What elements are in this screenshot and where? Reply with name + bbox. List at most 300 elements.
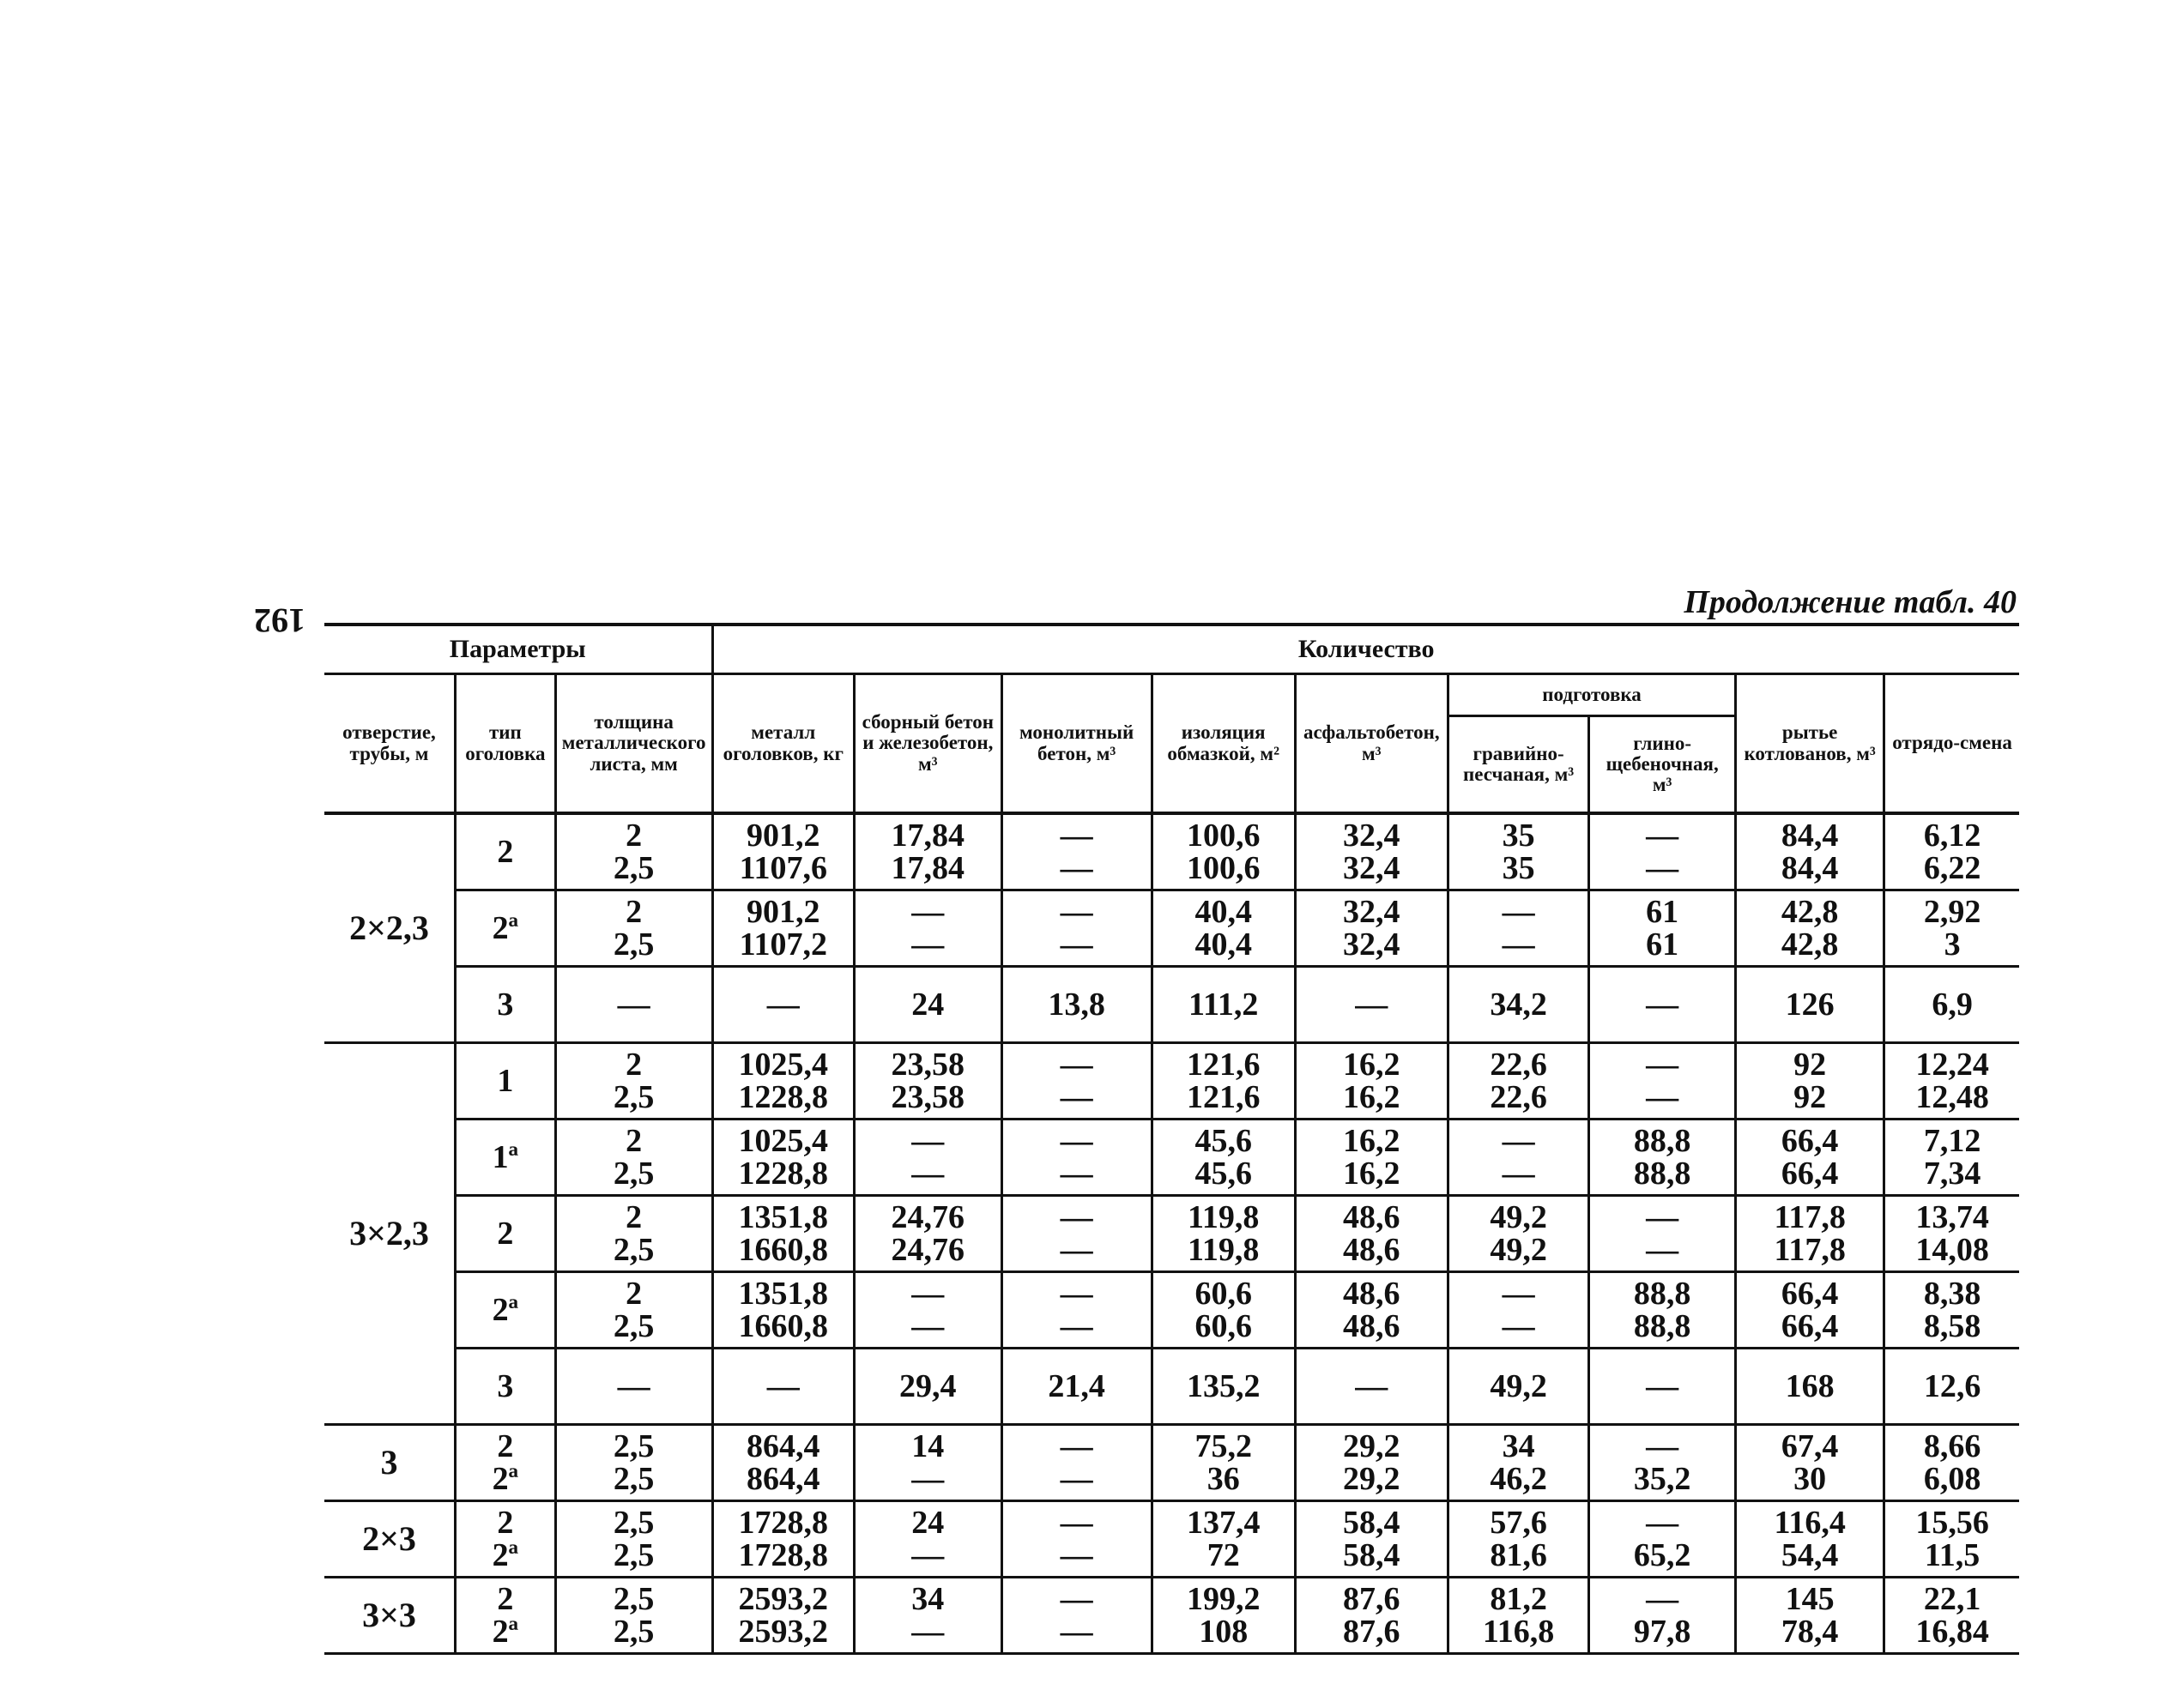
clay-value: — bbox=[1646, 1232, 1679, 1268]
insulation-value: 75,2 bbox=[1194, 1428, 1252, 1464]
clay-value: — bbox=[1646, 1047, 1679, 1083]
excavation-value: 116,4 bbox=[1774, 1505, 1846, 1541]
precast-value: — bbox=[911, 1156, 945, 1192]
clay-value: — bbox=[1646, 1079, 1679, 1115]
asphalt-cell bbox=[1295, 1043, 1448, 1120]
metal-value: 1107,2 bbox=[739, 926, 827, 963]
insulation-value: 135,2 bbox=[1186, 1368, 1261, 1404]
excavation-value: 78,4 bbox=[1781, 1614, 1839, 1650]
table-row bbox=[324, 1578, 2019, 1654]
gravel-value: 46,2 bbox=[1490, 1461, 1547, 1497]
metal-value: 1025,4 bbox=[738, 1123, 829, 1159]
precast-cell bbox=[855, 813, 1002, 890]
precast-cell bbox=[855, 1120, 1002, 1196]
insulation-value: 119,8 bbox=[1188, 1199, 1260, 1235]
thickness-value: 2 bbox=[626, 1123, 643, 1159]
excavation-cell bbox=[1736, 813, 1884, 890]
monolithic-value: — bbox=[1060, 1581, 1093, 1617]
clay-cell bbox=[1589, 1196, 1736, 1272]
opening-cell: 2×3 bbox=[324, 1501, 455, 1578]
metal-value: 901,2 bbox=[747, 818, 820, 854]
monolithic-value: — bbox=[1060, 1232, 1093, 1268]
monolithic-cell bbox=[1001, 1425, 1152, 1501]
gravel-value: 34 bbox=[1502, 1428, 1535, 1464]
shift-value: 16,84 bbox=[1915, 1614, 1989, 1650]
gravel-value: — bbox=[1502, 1156, 1535, 1192]
table-row bbox=[324, 1120, 2019, 1196]
monolithic-value: — bbox=[1060, 1428, 1093, 1464]
monolithic-value: — bbox=[1060, 1537, 1093, 1573]
thickness-cell bbox=[555, 1043, 712, 1120]
col-header-precast: сборный бетон и железобетон, м³ bbox=[855, 674, 1002, 814]
clay-value: 35,2 bbox=[1633, 1461, 1691, 1497]
col-header-monolithic: монолитный бетон, м³ bbox=[1001, 674, 1152, 814]
shift-cell bbox=[1884, 813, 2019, 890]
gravel-value: 22,6 bbox=[1490, 1047, 1547, 1083]
metal-cell bbox=[712, 1501, 855, 1578]
table-row bbox=[324, 1501, 2019, 1578]
asphalt-cell bbox=[1295, 813, 1448, 890]
type-cell: 2 2ª bbox=[455, 1578, 555, 1654]
asphalt-value: 48,6 bbox=[1343, 1232, 1400, 1268]
gravel-cell bbox=[1448, 1043, 1588, 1120]
monolithic-cell bbox=[1001, 1196, 1152, 1272]
type-cell: 1 bbox=[455, 1043, 555, 1120]
monolithic-value: — bbox=[1060, 1505, 1093, 1541]
shift-cell bbox=[1884, 1501, 2019, 1578]
type-cell: 2 2ª bbox=[455, 1425, 555, 1501]
table-row bbox=[324, 1272, 2019, 1349]
metal-value: 901,2 bbox=[747, 894, 820, 930]
col-header-gravel: гравийно-песчаная, м³ bbox=[1448, 716, 1588, 814]
asphalt-value: 32,4 bbox=[1343, 926, 1400, 963]
precast-value: 24,76 bbox=[891, 1199, 965, 1235]
asphalt-value: 58,4 bbox=[1343, 1505, 1400, 1541]
table-row bbox=[324, 967, 2019, 1043]
table-row bbox=[324, 1349, 2019, 1425]
metal-value: 1228,8 bbox=[738, 1079, 829, 1115]
gravel-value: 49,2 bbox=[1490, 1199, 1547, 1235]
gravel-cell bbox=[1448, 1196, 1588, 1272]
insulation-cell bbox=[1152, 1501, 1295, 1578]
thickness-value: 2 bbox=[626, 1047, 643, 1083]
clay-cell bbox=[1589, 890, 1736, 967]
thickness-value: 2,5 bbox=[613, 1581, 655, 1617]
metal-value: 1025,4 bbox=[738, 1047, 829, 1083]
shift-cell bbox=[1884, 1349, 2019, 1425]
prep-group-header: подготовка bbox=[1448, 674, 1735, 716]
opening-cell: 3 bbox=[324, 1425, 455, 1501]
excavation-cell bbox=[1736, 1043, 1884, 1120]
metal-value: 1351,8 bbox=[738, 1276, 829, 1312]
precast-value: — bbox=[911, 1123, 945, 1159]
precast-value: — bbox=[911, 1461, 945, 1497]
thickness-value: 2 bbox=[626, 894, 643, 930]
asphalt-cell bbox=[1295, 1196, 1448, 1272]
thickness-value: 2,5 bbox=[613, 1079, 655, 1115]
asphalt-value: 16,2 bbox=[1343, 1079, 1400, 1115]
col-header-shift: отрядо-смена bbox=[1884, 674, 2019, 814]
clay-cell bbox=[1589, 1578, 1736, 1654]
insulation-cell bbox=[1152, 890, 1295, 967]
type-cell: 2ª bbox=[455, 890, 555, 967]
asphalt-cell bbox=[1295, 1425, 1448, 1501]
precast-value: 24,76 bbox=[891, 1232, 965, 1268]
clay-value: — bbox=[1646, 987, 1679, 1023]
opening-cell: 3×2,3 bbox=[324, 1043, 455, 1425]
thickness-value: 2,5 bbox=[613, 926, 655, 963]
monolithic-value: 13,8 bbox=[1048, 987, 1105, 1023]
clay-value: — bbox=[1646, 1505, 1679, 1541]
thickness-cell bbox=[555, 1349, 712, 1425]
clay-value: 88,8 bbox=[1633, 1156, 1691, 1192]
thickness-value: — bbox=[617, 987, 650, 1023]
shift-cell bbox=[1884, 1425, 2019, 1501]
excavation-value: 117,8 bbox=[1774, 1232, 1846, 1268]
monolithic-value: — bbox=[1060, 850, 1093, 886]
precast-value: 24 bbox=[911, 1505, 945, 1541]
col-header-opening: отверстие, трубы, м bbox=[342, 721, 436, 764]
metal-value: — bbox=[766, 987, 800, 1023]
asphalt-value: 87,6 bbox=[1343, 1614, 1400, 1650]
gravel-cell bbox=[1448, 1120, 1588, 1196]
excavation-value: 54,4 bbox=[1781, 1537, 1839, 1573]
excavation-cell bbox=[1736, 1578, 1884, 1654]
excavation-value: 66,4 bbox=[1781, 1156, 1839, 1192]
shift-cell bbox=[1884, 967, 2019, 1043]
monolithic-value: — bbox=[1060, 1123, 1093, 1159]
gravel-cell bbox=[1448, 1501, 1588, 1578]
thickness-value: 2,5 bbox=[613, 1428, 655, 1464]
thickness-cell bbox=[555, 1501, 712, 1578]
thickness-cell bbox=[555, 1120, 712, 1196]
clay-value: 61 bbox=[1646, 894, 1679, 930]
monolithic-value: — bbox=[1060, 926, 1093, 963]
clay-value: 88,8 bbox=[1633, 1276, 1691, 1312]
metal-cell bbox=[712, 1425, 855, 1501]
precast-cell bbox=[855, 967, 1002, 1043]
excavation-value: 30 bbox=[1793, 1461, 1827, 1497]
thickness-value: 2,5 bbox=[613, 850, 655, 886]
clay-cell bbox=[1589, 1501, 1736, 1578]
gravel-value: — bbox=[1502, 1123, 1535, 1159]
table-row bbox=[324, 890, 2019, 967]
asphalt-value: 16,2 bbox=[1343, 1047, 1400, 1083]
asphalt-value: 16,2 bbox=[1343, 1156, 1400, 1192]
asphalt-cell bbox=[1295, 890, 1448, 967]
table-row bbox=[324, 813, 2019, 890]
shift-value: 6,08 bbox=[1923, 1461, 1981, 1497]
clay-cell bbox=[1589, 1272, 1736, 1349]
asphalt-value: 87,6 bbox=[1343, 1581, 1400, 1617]
thickness-cell bbox=[555, 813, 712, 890]
insulation-cell bbox=[1152, 1043, 1295, 1120]
shift-value: 11,5 bbox=[1924, 1537, 1981, 1573]
thickness-value: 2 bbox=[626, 818, 643, 854]
col-header-type: тип оголовка bbox=[455, 674, 555, 814]
excavation-cell bbox=[1736, 1120, 1884, 1196]
shift-value: 12,48 bbox=[1915, 1079, 1989, 1115]
asphalt-cell bbox=[1295, 1501, 1448, 1578]
gravel-value: 81,6 bbox=[1490, 1537, 1547, 1573]
insulation-cell bbox=[1152, 1425, 1295, 1501]
clay-value: 88,8 bbox=[1633, 1308, 1691, 1344]
table-caption: Продолжение табл. 40 bbox=[1684, 584, 2017, 620]
shift-value: 8,38 bbox=[1923, 1276, 1981, 1312]
thickness-value: 2,5 bbox=[613, 1461, 655, 1497]
monolithic-value: — bbox=[1060, 894, 1093, 930]
shift-value: 7,34 bbox=[1923, 1156, 1981, 1192]
gravel-value: 35 bbox=[1502, 850, 1535, 886]
gravel-cell bbox=[1448, 1425, 1588, 1501]
metal-cell bbox=[712, 1120, 855, 1196]
shift-cell bbox=[1884, 1120, 2019, 1196]
shift-value: 7,12 bbox=[1923, 1123, 1981, 1159]
col-header-clay: глино-щебеночная, м³ bbox=[1589, 716, 1736, 814]
type-cell: 3 bbox=[455, 967, 555, 1043]
insulation-value: 40,4 bbox=[1194, 894, 1252, 930]
gravel-cell bbox=[1448, 1578, 1588, 1654]
gravel-value: 34,2 bbox=[1490, 987, 1547, 1023]
insulation-value: 45,6 bbox=[1194, 1123, 1252, 1159]
metal-value: 1728,8 bbox=[738, 1537, 829, 1573]
precast-value: — bbox=[911, 1308, 945, 1344]
metal-cell bbox=[712, 890, 855, 967]
asphalt-value: — bbox=[1355, 987, 1388, 1023]
gravel-value: — bbox=[1502, 926, 1535, 963]
clay-value: 61 bbox=[1646, 926, 1679, 963]
monolithic-value: — bbox=[1060, 1156, 1093, 1192]
precast-value: — bbox=[911, 1614, 945, 1650]
excavation-value: 126 bbox=[1785, 987, 1835, 1023]
type-cell: 2 bbox=[455, 813, 555, 890]
thickness-cell bbox=[555, 890, 712, 967]
excavation-cell bbox=[1736, 1272, 1884, 1349]
excavation-cell bbox=[1736, 1196, 1884, 1272]
monolithic-cell bbox=[1001, 1501, 1152, 1578]
thickness-cell bbox=[555, 967, 712, 1043]
excavation-value: 42,8 bbox=[1781, 926, 1839, 963]
excavation-value: 66,4 bbox=[1781, 1276, 1839, 1312]
insulation-value: 119,8 bbox=[1188, 1232, 1260, 1268]
precast-value: 17,84 bbox=[891, 818, 965, 854]
monolithic-value: — bbox=[1060, 818, 1093, 854]
shift-cell bbox=[1884, 1043, 2019, 1120]
asphalt-value: 29,2 bbox=[1343, 1428, 1400, 1464]
clay-value: — bbox=[1646, 1368, 1679, 1404]
excavation-cell bbox=[1736, 967, 1884, 1043]
precast-cell bbox=[855, 1578, 1002, 1654]
precast-value: 23,58 bbox=[891, 1047, 965, 1083]
shift-value: 15,56 bbox=[1915, 1505, 1989, 1541]
metal-value: — bbox=[766, 1368, 800, 1404]
shift-value: 3 bbox=[1944, 926, 1961, 963]
precast-value: 17,84 bbox=[891, 850, 965, 886]
shift-cell bbox=[1884, 1196, 2019, 1272]
thickness-value: 2 bbox=[626, 1199, 643, 1235]
insulation-cell bbox=[1152, 1196, 1295, 1272]
metal-cell bbox=[712, 1272, 855, 1349]
clay-cell bbox=[1589, 1043, 1736, 1120]
asphalt-cell bbox=[1295, 1578, 1448, 1654]
metal-cell bbox=[712, 967, 855, 1043]
precast-cell bbox=[855, 1272, 1002, 1349]
insulation-value: 45,6 bbox=[1194, 1156, 1252, 1192]
thickness-value: 2,5 bbox=[613, 1232, 655, 1268]
gravel-value: — bbox=[1502, 894, 1535, 930]
monolithic-value: — bbox=[1060, 1614, 1093, 1650]
table-row bbox=[324, 1043, 2019, 1120]
shift-value: 2,92 bbox=[1923, 894, 1981, 930]
excavation-cell bbox=[1736, 1349, 1884, 1425]
shift-value: 8,58 bbox=[1923, 1308, 1981, 1344]
precast-value: 23,58 bbox=[891, 1079, 965, 1115]
precast-cell bbox=[855, 1425, 1002, 1501]
insulation-value: 108 bbox=[1199, 1614, 1249, 1650]
excavation-value: 145 bbox=[1785, 1581, 1835, 1617]
asphalt-value: 32,4 bbox=[1343, 818, 1400, 854]
insulation-value: 72 bbox=[1206, 1537, 1240, 1573]
gravel-cell bbox=[1448, 890, 1588, 967]
precast-value: — bbox=[911, 1537, 945, 1573]
excavation-value: 92 bbox=[1793, 1079, 1827, 1115]
insulation-value: 40,4 bbox=[1194, 926, 1252, 963]
data-table bbox=[324, 623, 2019, 1655]
monolithic-cell bbox=[1001, 1120, 1152, 1196]
asphalt-cell bbox=[1295, 1349, 1448, 1425]
metal-value: 1107,6 bbox=[739, 850, 827, 886]
col-header-asphalt: асфальтобетон, м³ bbox=[1295, 674, 1448, 814]
insulation-value: 36 bbox=[1206, 1461, 1240, 1497]
insulation-value: 100,6 bbox=[1186, 850, 1261, 886]
thickness-value: 2,5 bbox=[613, 1308, 655, 1344]
asphalt-value: — bbox=[1355, 1368, 1388, 1404]
metal-cell bbox=[712, 1578, 855, 1654]
shift-cell bbox=[1884, 1272, 2019, 1349]
insulation-value: 121,6 bbox=[1186, 1047, 1261, 1083]
insulation-value: 111,2 bbox=[1188, 987, 1259, 1023]
gravel-value: 49,2 bbox=[1490, 1368, 1547, 1404]
asphalt-value: 48,6 bbox=[1343, 1199, 1400, 1235]
insulation-value: 100,6 bbox=[1186, 818, 1261, 854]
insulation-value: 60,6 bbox=[1194, 1308, 1252, 1344]
precast-value: 24 bbox=[911, 987, 945, 1023]
asphalt-value: 32,4 bbox=[1343, 850, 1400, 886]
clay-value: — bbox=[1646, 1199, 1679, 1235]
type-cell: 1ª bbox=[455, 1120, 555, 1196]
type-cell: 2ª bbox=[455, 1272, 555, 1349]
metal-value: 1728,8 bbox=[738, 1505, 829, 1541]
shift-value: 13,74 bbox=[1915, 1199, 1989, 1235]
type-cell: 2 2ª bbox=[455, 1501, 555, 1578]
thickness-cell bbox=[555, 1578, 712, 1654]
precast-value: 29,4 bbox=[899, 1368, 957, 1404]
type-cell: 2 bbox=[455, 1196, 555, 1272]
asphalt-value: 32,4 bbox=[1343, 894, 1400, 930]
gravel-value: 35 bbox=[1502, 818, 1535, 854]
metal-cell bbox=[712, 1349, 855, 1425]
gravel-cell bbox=[1448, 967, 1588, 1043]
insulation-cell bbox=[1152, 813, 1295, 890]
clay-cell bbox=[1589, 1425, 1736, 1501]
monolithic-cell bbox=[1001, 813, 1152, 890]
excavation-value: 84,4 bbox=[1781, 850, 1839, 886]
thickness-cell bbox=[555, 1425, 712, 1501]
metal-value: 864,4 bbox=[747, 1428, 820, 1464]
excavation-value: 66,4 bbox=[1781, 1123, 1839, 1159]
metal-cell bbox=[712, 1196, 855, 1272]
thickness-cell bbox=[555, 1272, 712, 1349]
clay-value: 97,8 bbox=[1633, 1614, 1691, 1650]
insulation-value: 121,6 bbox=[1186, 1079, 1261, 1115]
shift-value: 8,66 bbox=[1923, 1428, 1981, 1464]
thickness-value: 2 bbox=[626, 1276, 643, 1312]
precast-cell bbox=[855, 1501, 1002, 1578]
clay-cell bbox=[1589, 967, 1736, 1043]
shift-cell bbox=[1884, 890, 2019, 967]
shift-value: 6,22 bbox=[1923, 850, 1981, 886]
insulation-cell bbox=[1152, 1272, 1295, 1349]
clay-value: 65,2 bbox=[1633, 1537, 1691, 1573]
insulation-cell bbox=[1152, 967, 1295, 1043]
excavation-value: 117,8 bbox=[1774, 1199, 1846, 1235]
shift-value: 6,12 bbox=[1923, 818, 1981, 854]
asphalt-value: 29,2 bbox=[1343, 1461, 1400, 1497]
gravel-value: 57,6 bbox=[1490, 1505, 1547, 1541]
thickness-value: 2,5 bbox=[613, 1537, 655, 1573]
asphalt-value: 48,6 bbox=[1343, 1276, 1400, 1312]
clay-value: — bbox=[1646, 818, 1679, 854]
table-row bbox=[324, 1196, 2019, 1272]
monolithic-cell bbox=[1001, 967, 1152, 1043]
asphalt-value: 16,2 bbox=[1343, 1123, 1400, 1159]
metal-value: 1351,8 bbox=[738, 1199, 829, 1235]
clay-value: — bbox=[1646, 1428, 1679, 1464]
excavation-cell bbox=[1736, 890, 1884, 967]
clay-value: — bbox=[1646, 1581, 1679, 1617]
gravel-cell bbox=[1448, 1349, 1588, 1425]
params-group-header: Параметры bbox=[324, 625, 712, 674]
page-number: 192 bbox=[254, 601, 305, 640]
monolithic-value: — bbox=[1060, 1308, 1093, 1344]
metal-value: 1660,8 bbox=[738, 1232, 829, 1268]
excavation-value: 92 bbox=[1793, 1047, 1827, 1083]
precast-cell bbox=[855, 1043, 1002, 1120]
opening-cell: 2×2,3 bbox=[349, 908, 429, 947]
gravel-value: — bbox=[1502, 1308, 1535, 1344]
insulation-value: 60,6 bbox=[1194, 1276, 1252, 1312]
quantity-group-header: Количество bbox=[1297, 635, 1435, 663]
monolithic-cell bbox=[1001, 1578, 1152, 1654]
clay-cell bbox=[1589, 1349, 1736, 1425]
precast-cell bbox=[855, 1196, 1002, 1272]
insulation-cell bbox=[1152, 1349, 1295, 1425]
opening-cell: 3×3 bbox=[324, 1578, 455, 1654]
monolithic-cell bbox=[1001, 1349, 1152, 1425]
excavation-cell bbox=[1736, 1425, 1884, 1501]
gravel-value: 49,2 bbox=[1490, 1232, 1547, 1268]
insulation-cell bbox=[1152, 1120, 1295, 1196]
clay-value: 88,8 bbox=[1633, 1123, 1691, 1159]
thickness-value: — bbox=[617, 1368, 650, 1404]
shift-value: 6,9 bbox=[1932, 987, 1973, 1023]
metal-value: 2593,2 bbox=[738, 1581, 829, 1617]
excavation-value: 168 bbox=[1785, 1368, 1835, 1404]
metal-cell bbox=[712, 813, 855, 890]
col-header-metal: металл оголовков, кг bbox=[712, 674, 855, 814]
insulation-cell bbox=[1152, 1578, 1295, 1654]
gravel-value: 22,6 bbox=[1490, 1079, 1547, 1115]
